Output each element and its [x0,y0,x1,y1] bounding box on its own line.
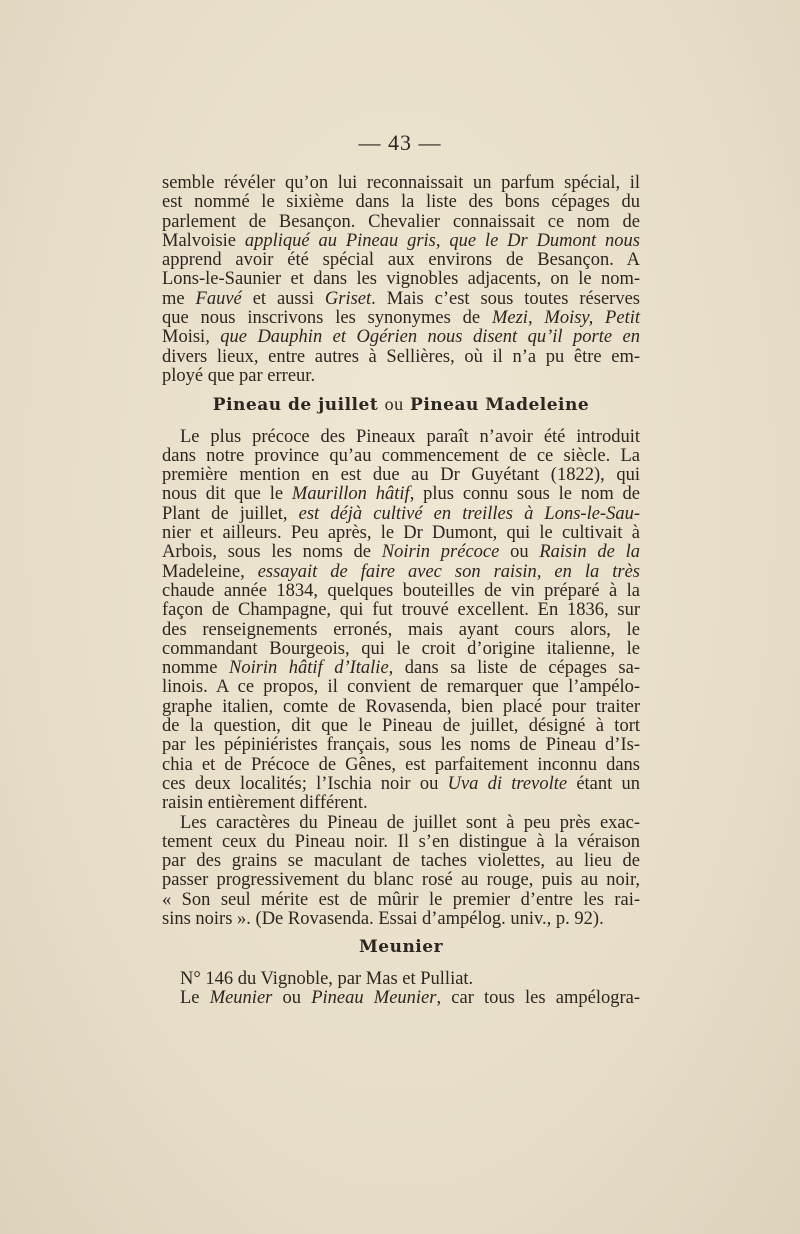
text-segment: Arbois, sous les noms de [162,542,382,563]
text-segment: , plus connu sous le nom de [409,484,641,505]
text-line: sins noirs ». (De Rovasenda. Essai d’ampélog. univ., p. 92). [162,908,604,929]
body-text [162,174,640,1008]
italic-term: appliqué au Pineau gris, que le Dr Dumont nous [236,230,640,251]
text-segment: me [162,288,196,309]
text-segment: , dans sa liste de cépages sa- [388,658,640,679]
text-line: par des grains se maculant de taches violettes, au lieu de [162,851,640,872]
paragraph [162,428,640,814]
text-segment: ou [272,987,312,1008]
italic-term: Fauvé [195,288,242,309]
text-segment: que nous inscrivons les synonymes de [162,308,492,329]
section-heading [162,395,640,415]
text-line: dans notre province qu’au commencement de ce siècle. La [162,445,640,466]
text-line: chia et de Précoce de Gênes, est parfaitement inconnu dans [162,754,640,775]
text-segment: nomme [162,658,229,679]
text-line: de la question, dit que le Pineau de juillet, désigné à tort [162,716,640,737]
italic-term: Uva di trevolte [447,773,568,794]
paragraph [162,970,640,989]
text-segment: Le [180,987,210,1008]
text-segment: et aussi [241,288,325,309]
text-line [162,659,640,678]
text-line [162,989,640,1008]
italic-term: Griset [324,288,372,309]
text-segment: ces deux localités; l’Ischia noir ou [162,773,448,794]
italic-term: Maurillon hâtif [291,484,410,505]
text-segment: Moisi [162,327,206,348]
section-heading: Meunier [358,937,444,958]
paragraph [162,814,640,930]
heading-part: Pineau Madeleine [410,395,590,416]
text-line [162,563,640,582]
italic-term: , essayait de faire avec son raisin, en la très [240,561,640,582]
text-segment: ou [499,542,540,563]
text-line: linois. A ce propos, il convient de remarquer que l’ampélo- [162,677,640,698]
heading-conjunction: ou [384,394,404,415]
heading-part: Pineau de juillet [212,395,379,416]
text-line [162,290,640,309]
italic-term: Noirin hâtif d’Italie [228,658,389,679]
text-segment: . Mais c’est sous toutes réserves [371,288,640,309]
text-line [162,775,640,794]
text-line [162,328,640,347]
text-segment: étant un [567,773,641,794]
text-line: Le plus précoce des Pineaux paraît n’avoir été introduit [180,426,640,447]
paragraph [162,989,640,1008]
text-line [162,309,640,328]
text-line [162,232,640,251]
text-line: première mention en est due au Dr Guyétant (1822), qui [162,465,640,486]
text-line: semble révéler qu’on lui reconnaissait un parfum spécial, il [162,173,640,193]
text-line: est nommé le sixième dans la liste des bons cépages du [162,192,640,213]
text-line [162,485,640,504]
text-line: Les caractères du Pineau de juillet sont à peu près exac- [180,812,640,833]
paragraph [162,174,640,386]
page-number: — 43 — [358,130,442,155]
italic-term: Pineau Meunier [311,987,437,1008]
italic-term: Noirin précoce [381,542,500,563]
text-segment: , car tous les ampélogra- [436,987,640,1008]
text-line: divers lieux, entre autres à Sellières, où il n’a pu être em- [162,346,640,367]
text-line: commandant Bourgeois, qui le croit d’origine italienne, le [162,638,640,659]
text-segment: Plant de juillet [162,503,283,524]
text-line: par les pépiniéristes français, sous les noms de Pineau d’Is- [162,735,640,756]
text-line: graphe italien, comte de Rovasenda, bien placé pour traiter [162,696,640,717]
text-line: parlement de Besançon. Chevalier connaissait ce nom de [162,211,640,232]
text-line: apprend avoir été spécial aux environs de Besançon. A [162,250,640,271]
text-line: des renseignements erronés, mais ayant cours alors, le [162,619,640,640]
text-line: chaude année 1834, quelques bouteilles de vin préparé à la [162,580,640,601]
text-line [162,505,640,524]
italic-term: Raisin de la [539,542,640,563]
text-line: Lons-le-Saunier et dans les vignobles adjacents, on le nom- [162,269,640,290]
italic-term: , est déjà cultivé en treilles à Lons-le-Sau- [282,503,640,524]
text-line: façon de Champagne, qui fut trouvé excellent. En 1836, sur [162,600,640,621]
text-line: nier et ailleurs. Peu après, le Dr Dumont, qui le cultivait à [162,523,640,544]
text-segment: nous dit que le [162,484,292,505]
text-segment: Madeleine [162,561,241,582]
text-line: raisin entièrement différent. [162,793,368,814]
text-segment: Malvoisie [162,230,236,251]
text-line: N° 146 du Vignoble, par Mas et Pulliat. [180,968,474,989]
italic-term: Meunier [209,987,273,1008]
text-line: ployé que par erreur. [162,365,316,386]
text-line [162,543,640,562]
text-line: tement ceux du Pineau noir. Il s’en distingue à la véraison [162,831,640,852]
text-line: passer progressivement du blanc rosé au rouge, puis au noir, [162,870,640,891]
text-line: « Son seul mérite est de mûrir le premier d’entre les rai- [162,889,640,910]
italic-term: , que Dauphin et Ogérien nous disent qu’il porte en [205,327,640,348]
italic-term: Mezi, Moisy, Petit [491,308,640,329]
